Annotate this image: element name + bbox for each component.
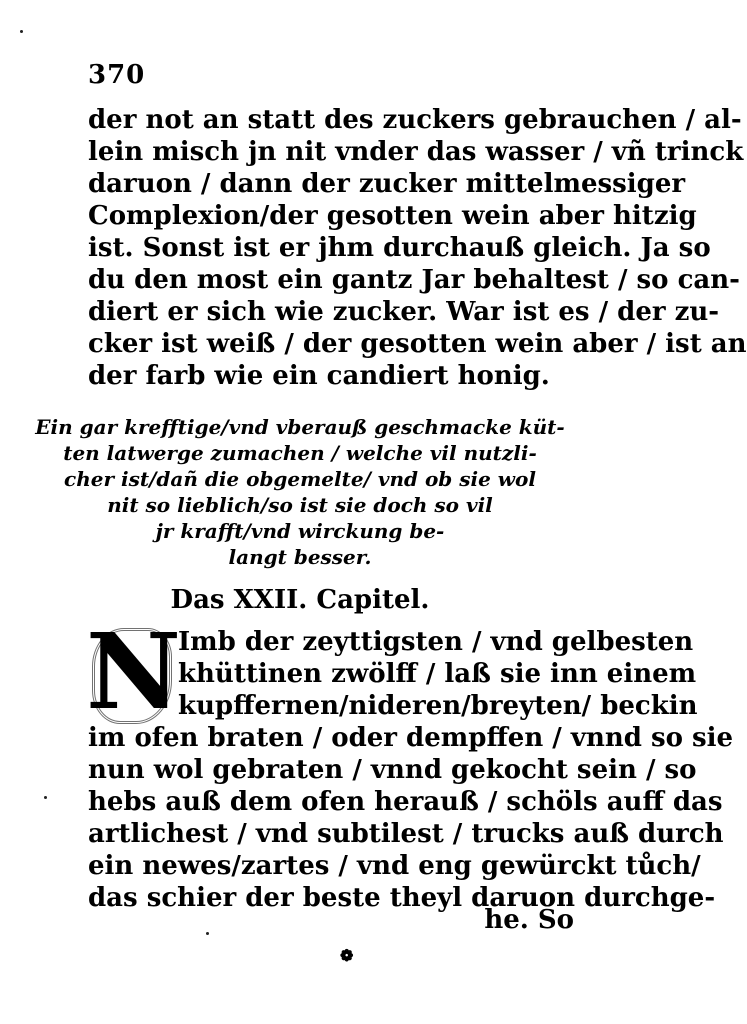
page-number: 370 xyxy=(88,60,146,90)
body-text-line: der not an statt des zuckers gebrauchen / al- xyxy=(88,105,742,135)
recipe-heading-line: jr krafft/vnd wirckung be- xyxy=(155,519,445,543)
chapter-text-line: das schier der beste theyl daruon durchge- xyxy=(88,883,716,913)
recipe-heading-line: ten latwerge zumachen / welche vil nutzli- xyxy=(63,441,537,465)
body-text-line: daruon / dann der zucker mittelmessiger xyxy=(88,169,686,199)
body-text-line: lein misch jn nit vnder das wasser / vñ trinck xyxy=(88,137,744,167)
chapter-text-line: artlichest / vnd subtilest / trucks auß durch xyxy=(88,819,724,849)
chapter-text-line: hebs auß dem ofen herauß / schöls auff das xyxy=(88,787,723,817)
recipe-heading-line: cher ist/dañ die obgemelte/ vnd ob sie wol xyxy=(64,467,536,491)
paper-speck xyxy=(206,932,209,935)
decorated-initial: N xyxy=(86,610,182,733)
body-text-line: ist. Sonst ist er jhm durchauß gleich. Ja so xyxy=(88,233,711,263)
catchword: he. So xyxy=(484,905,574,935)
signature-mark: ❁ xyxy=(340,946,354,965)
chapter-text-line: im ofen braten / oder dempffen / vnnd so sie xyxy=(88,723,734,753)
chapter-text-line: nun wol gebraten / vnnd gekocht sein / so xyxy=(88,755,697,785)
chapter-text-line: ein newes/zartes / vnd eng gewürckt tůch/ xyxy=(88,851,701,881)
chapter-text-line: kupffernen/nideren/breyten/ beckin xyxy=(178,691,698,721)
paper-speck xyxy=(20,30,23,33)
recipe-heading-line: nit so lieblich/so ist sie doch so vil xyxy=(107,493,493,517)
recipe-heading-line: langt besser. xyxy=(228,545,372,569)
recipe-heading-line: Ein gar krefftige/vnd vberauß geschmacke küt- xyxy=(35,415,565,439)
chapter-text-line: khüttinen zwölff / laß sie inn einem xyxy=(178,659,697,689)
body-text-line: cker ist weiß / der gesotten wein aber / ist an xyxy=(88,329,747,359)
body-text-line: Complexion/der gesotten wein aber hitzig xyxy=(88,201,697,231)
chapter-title: Das XXII. Capitel. xyxy=(170,585,430,615)
body-text-line: der farb wie ein candiert honig. xyxy=(88,361,550,391)
body-text-line: du den most ein gantz Jar behaltest / so can- xyxy=(88,265,740,295)
chapter-text-line: Imb der zeyttigsten / vnd gelbesten xyxy=(178,627,694,657)
body-text-line: diert er sich wie zucker. War ist es / der zu- xyxy=(88,297,720,327)
paper-speck xyxy=(44,796,47,799)
